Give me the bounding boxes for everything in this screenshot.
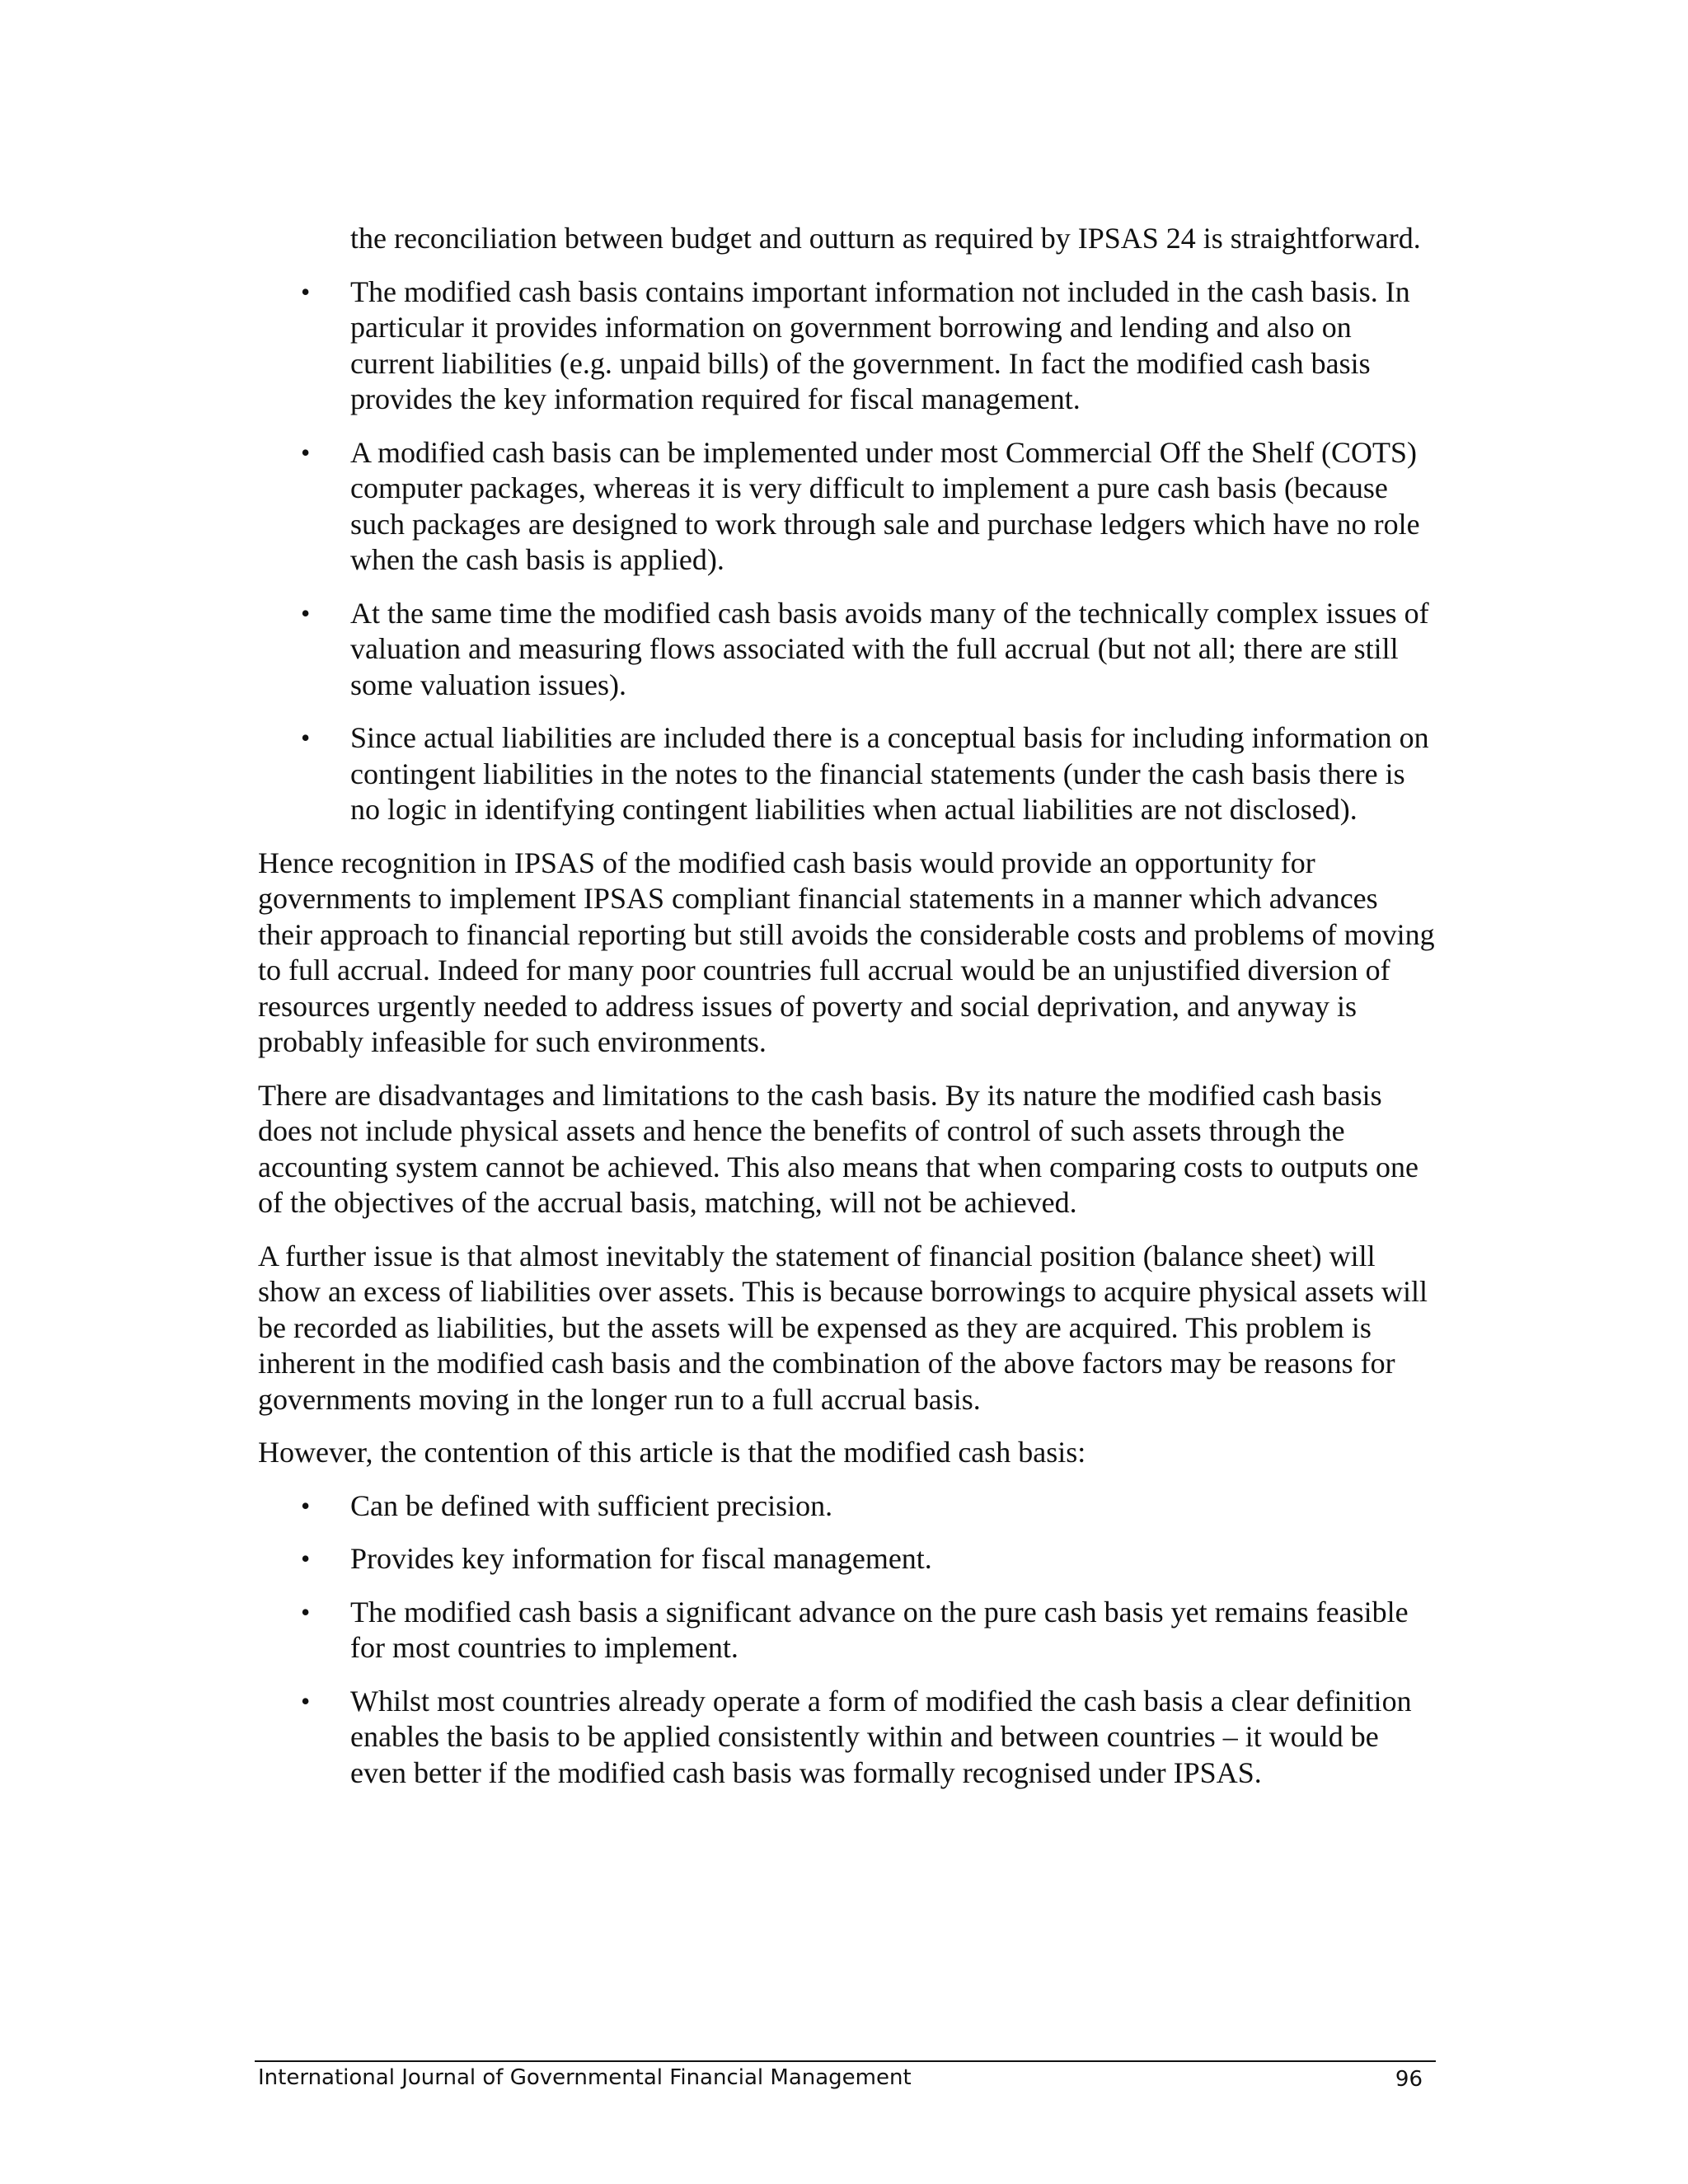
list-item-text: At the same time the modified cash basis avoids many of the technically complex issues of valuation and measuring flows associated with the full accrual (but not all; there are still some valuation issues). [350,596,1429,701]
bullet-icon: • [301,1544,311,1573]
list-item [258,1595,1438,1666]
bullet-icon: • [301,437,311,467]
list-item-text: Provides key information for fiscal management. [350,1542,932,1575]
bullet-icon: • [301,276,311,307]
continuation-paragraph: the reconciliation between budget and outturn as required by IPSAS 24 is straightforward. [350,222,1421,255]
list-item-text: Since actual liabilities are included there is a conceptual basis for including information on contingent liabilities in the notes to the financial statements (under the cash basis there is no logic in identifying contingent liabilities when actual liabilities are not disclosed). [350,721,1429,826]
bullet-icon: • [301,598,311,628]
bullet-icon: • [301,723,311,752]
footer-journal-title: International Journal of Governmental Financial Management [258,2065,912,2090]
paragraph-disadvantages: There are disadvantages and limitations to the cash basis. By its nature the modified cash basis does not include physical assets and hence the benefits of control of such assets through the accounting system cannot be achieved. This also means that when comparing costs to outputs one of the objectives of the accrual basis, matching, will not be achieved. [258,1078,1419,1219]
footer-divider [255,2060,1436,2062]
bullet-list-contention [258,1488,1438,1792]
list-item [258,1541,1438,1577]
list-item [258,274,1438,418]
paragraph-recognition: Hence recognition in IPSAS of the modified cash basis would provide an opportunity for governments to implement IPSAS compliant financial statements in a manner which advances their approach to financial reporting but still avoids the considerable costs and problems of moving to full accrual. Indeed for many poor countries full accrual would be an unjustified diversion of resources urgently needed to address issues of poverty and social deprivation, and anyway is probably infeasible for such environments. [258,846,1435,1058]
list-item [258,720,1438,828]
paragraph-contention: However, the contention of this article is that the modified cash basis: [258,1436,1086,1469]
list-item-text: Whilst most countries already operate a form of modified the cash basis a clear definition enables the basis to be applied consistently within and between countries – it would be even better if the modified cash basis was formally recognised under IPSAS. [350,1684,1412,1789]
bullet-icon: • [301,1490,311,1521]
list-item [258,596,1438,704]
list-item [258,1488,1438,1525]
body-text [258,221,1438,1808]
bullet-icon: • [301,1685,311,1716]
paragraph-further-issue: A further issue is that almost inevitably the statement of financial position (balance sheet) will show an excess of liabilities over assets. This is because borrowings to acquire physical assets will be recorded as liabilities, but the assets will be expensed as they are acquired. This problem is inherent in the modified cash basis and the combination of the above factors may be reasons for governments moving in the longer run to a full accrual basis. [258,1239,1428,1416]
list-item-text: The modified cash basis contains important information not included in the cash basis. In particular it provides information on government borrowing and lending and also on current liabilities (e.g. unpaid bills) of the government. In fact the modified cash basis provides the key information required for fiscal management. [350,274,1410,415]
bullet-icon: • [301,1596,311,1627]
list-item-text: The modified cash basis a significant advance on the pure cash basis yet remains feasible for most countries to implement. [350,1595,1409,1664]
list-item-text: Can be defined with sufficient precision. [350,1488,833,1522]
list-item-text: A modified cash basis can be implemented under most Commercial Off the Shelf (COTS) computer packages, whereas it is very difficult to implement a pure cash basis (because such packages are designed to work through sale and purchase ledgers which have no role when the cash basis is applied). [350,435,1420,576]
list-item [258,435,1438,579]
page-number: 96 [1395,2067,1423,2092]
bullet-list-advantages [258,274,1438,828]
list-item [258,1684,1438,1792]
